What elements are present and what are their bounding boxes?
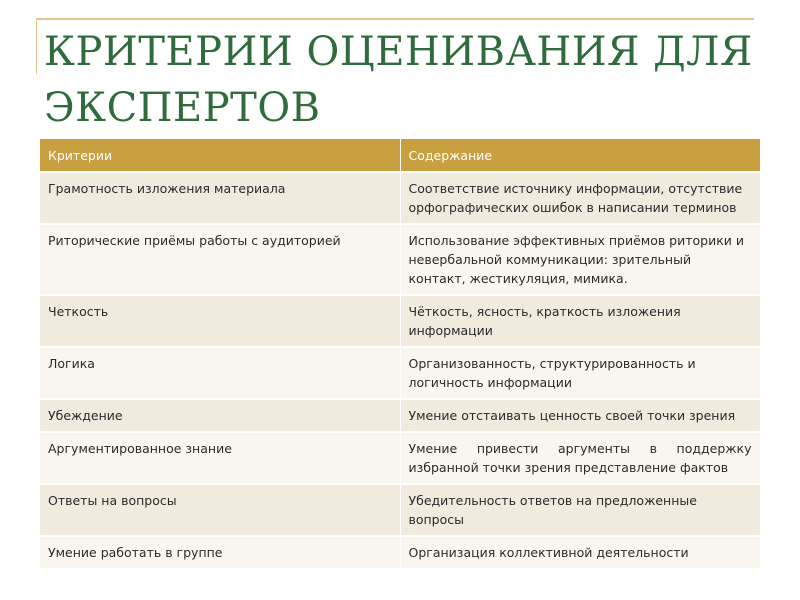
content-cell: Умение привести аргументы в поддержку избранной точки зрения представление фактов xyxy=(400,432,760,484)
table-row xyxy=(40,399,760,432)
table-row xyxy=(40,295,760,347)
content-cell: Соответствие источнику информации, отсутствие орфографических ошибок в написании терминов xyxy=(400,172,760,224)
table-row xyxy=(40,172,760,224)
title-line-1: КРИТЕРИИ ОЦЕНИВАНИЯ ДЛЯ xyxy=(44,29,753,75)
criterion-cell: Грамотность изложения материала xyxy=(40,172,400,224)
criterion-cell: Убеждение xyxy=(40,399,400,432)
criterion-cell: Четкость xyxy=(40,295,400,347)
header-content: Содержание xyxy=(400,139,760,172)
table-row xyxy=(40,224,760,295)
table-row xyxy=(40,484,760,536)
content-cell: Организованность, структурированность и логичность информации xyxy=(400,347,760,399)
table-row xyxy=(40,536,760,568)
criterion-cell: Аргументированное знание xyxy=(40,432,400,484)
content-cell: Умение отстаивать ценность своей точки зрения xyxy=(400,399,760,432)
table-row xyxy=(40,432,760,484)
criteria-table xyxy=(40,139,761,568)
criterion-cell: Умение работать в группе xyxy=(40,536,400,568)
criterion-cell: Ответы на вопросы xyxy=(40,484,400,536)
table-header-row xyxy=(40,139,760,172)
content-cell: Убедительность ответов на предложенные вопросы xyxy=(400,484,760,536)
slide-title xyxy=(44,24,764,136)
left-accent-line xyxy=(36,18,37,74)
content-cell: Организация коллективной деятельности xyxy=(400,536,760,568)
title-line-2: ЭКСПЕРТОВ xyxy=(44,85,321,131)
top-accent-line xyxy=(36,18,754,20)
criterion-cell: Логика xyxy=(40,347,400,399)
content-cell: Использование эффективных приёмов риторики и невербальной коммуникации: зрительный контакт, жестикуляция, мимика. xyxy=(400,224,760,295)
header-criteria: Критерии xyxy=(40,139,400,172)
content-cell: Чёткость, ясность, краткость изложения информации xyxy=(400,295,760,347)
table-row xyxy=(40,347,760,399)
criterion-cell: Риторические приёмы работы с аудиторией xyxy=(40,224,400,295)
